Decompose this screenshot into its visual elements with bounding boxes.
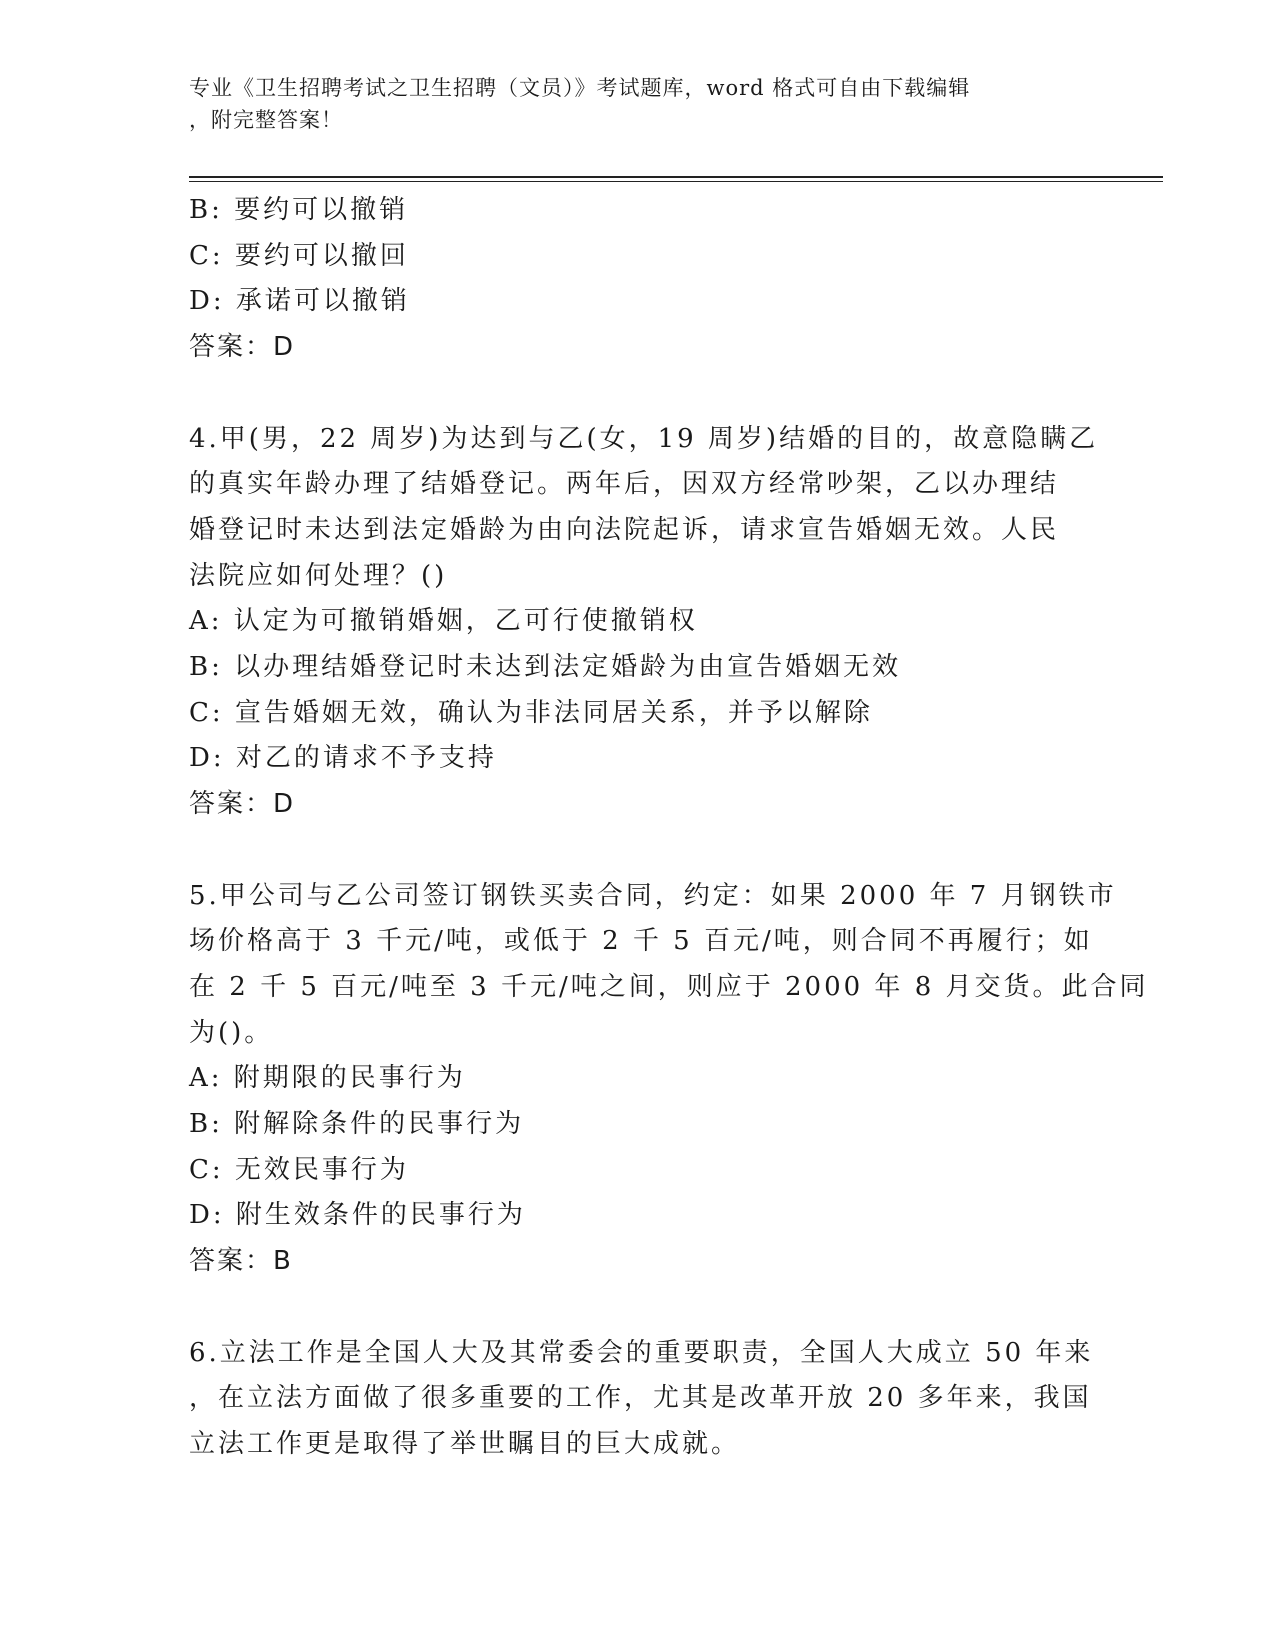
stem-line: 6.立法工作是全国人大及其常委会的重要职责，全国人大成立 50 年来 bbox=[189, 1337, 1094, 1368]
header-line-1: 专业《卫生招聘考试之卫生招聘（文员）》考试题库，word 格式可自由下载编辑 bbox=[189, 76, 971, 100]
stem-line: 法院应如何处理？() bbox=[189, 560, 448, 591]
option-a: A: 认定为可撤销婚姻，乙可行使撤销权 bbox=[189, 606, 698, 637]
option-d: D: 承诺可以撤销 bbox=[189, 286, 410, 317]
stem-line: ，在立法方面做了很多重要的工作，尤其是改革开放 20 多年来，我国 bbox=[189, 1383, 1092, 1414]
stem-line: 在 2 千 5 百元/吨至 3 千元/吨之间，则应于 2000 年 8 月交货。此合同 bbox=[189, 971, 1149, 1002]
stem-line: 的真实年龄办理了结婚登记。两年后，因双方经常吵架，乙以办理结 bbox=[189, 469, 1060, 500]
stem-line: 5.甲公司与乙公司签订钢铁买卖合同，约定：如果 2000 年 7 月钢铁市 bbox=[189, 880, 1117, 911]
stem-line: 为()。 bbox=[189, 1017, 274, 1048]
spacer bbox=[189, 371, 1089, 417]
option-c: C: 宣告婚姻无效，确认为非法同居关系，并予以解除 bbox=[189, 697, 873, 728]
question-4 bbox=[189, 417, 1099, 828]
option-c: C: 无效民事行为 bbox=[189, 1154, 409, 1185]
page-header bbox=[189, 72, 1089, 136]
option-c: C: 要约可以撤回 bbox=[189, 240, 409, 271]
question-stem bbox=[189, 1331, 1094, 1468]
question-6 bbox=[189, 1331, 1094, 1468]
question-5 bbox=[189, 874, 1149, 1285]
option-a: A: 附期限的民事行为 bbox=[189, 1063, 466, 1094]
header-line-2: ，附完整答案！ bbox=[189, 108, 343, 132]
spacer bbox=[189, 828, 1089, 874]
header-rule-thick bbox=[189, 176, 1163, 178]
question-stem bbox=[189, 417, 1099, 600]
question-stem bbox=[189, 874, 1149, 1057]
option-d: D: 附生效条件的民事行为 bbox=[189, 1200, 526, 1231]
question-3-tail bbox=[189, 188, 1089, 371]
option-b: B: 附解除条件的民事行为 bbox=[189, 1109, 525, 1140]
answer-line: 答案：D bbox=[189, 789, 296, 820]
stem-line: 4.甲(男，22 周岁)为达到与乙(女，19 周岁)结婚的目的，故意隐瞒乙 bbox=[189, 423, 1099, 454]
stem-line: 立法工作更是取得了举世瞩目的巨大成就。 bbox=[189, 1428, 741, 1459]
option-b: B: 要约可以撤销 bbox=[189, 195, 409, 225]
stem-line: 场价格高于 3 千元/吨，或低于 2 千 5 百元/吨，则合同不再履行；如 bbox=[189, 926, 1093, 957]
option-b: B: 以办理结婚登记时未达到法定婚龄为由宣告婚姻无效 bbox=[189, 652, 902, 683]
question-content bbox=[189, 188, 1149, 1468]
option-d: D: 对乙的请求不予支持 bbox=[189, 743, 497, 774]
header-rule-thin bbox=[189, 181, 1163, 182]
answer-line: 答案：D bbox=[189, 332, 296, 363]
stem-line: 婚登记时未达到法定婚龄为由向法院起诉，请求宣告婚姻无效。人民 bbox=[189, 514, 1060, 545]
answer-line: 答案：B bbox=[189, 1246, 293, 1277]
spacer bbox=[189, 1285, 1089, 1331]
